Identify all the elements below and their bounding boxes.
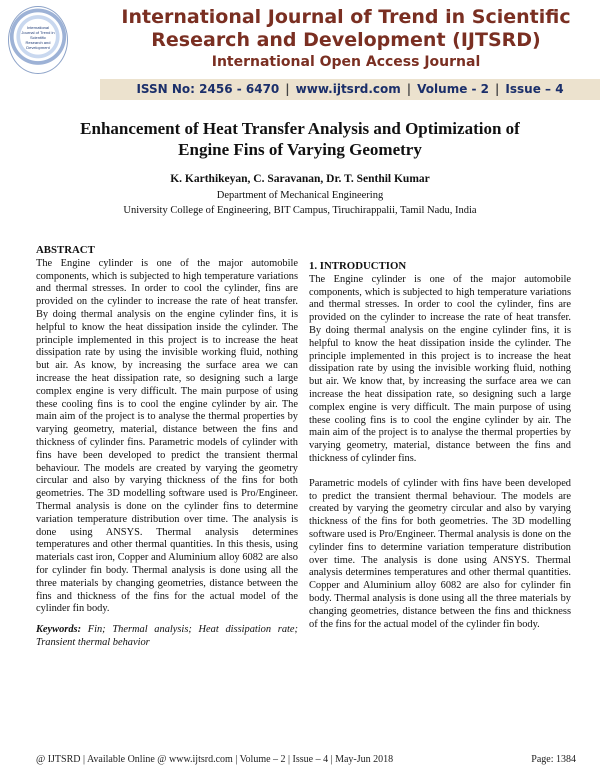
page-number: Page: 1384 bbox=[531, 754, 576, 765]
issue: Issue – 4 bbox=[505, 82, 564, 96]
paper-title-line2: Engine Fins of Varying Geometry bbox=[178, 140, 422, 159]
footer-citation: @ IJTSRD | Available Online @ www.ijtsrd.com | Volume – 2 | Issue – 4 | May-Jun 2018 bbox=[36, 754, 394, 765]
journal-title bbox=[96, 6, 596, 52]
keywords bbox=[36, 624, 298, 650]
abstract-body: The Engine cylinder is one of the major automobile components, which is subjected to high temperature variations and thermal stresses. In order to cool the cylinder, fins are provided on the cylinder to increase the rate of heat transfer. By doing thermal analysis on the engine cylinder fins, it is helpful to know the heat dissipation inside the cylinder. The principle implemented in this project is to increase the heat dissipation rate by using the invisible working fluid, nothing but air. As know, by increasing the surface area we can increase the heat dissipation rate, so designing such a large complex engine is very difficult. The main purpose of using these cooling fins is to cool the engine cylinder by air. The main aim of the project is to analyse the thermal properties by varying geometry, material, distance between the fins and thickness of cylinder fins. Parametric models of cylinder with fins have been developed to predict the transient thermal behaviour. The models are created by varying the geometry circular and also by varying thickness of the fins for both geometries. The 3D modelling software used is Pro/Engineer. Thermal analysis is done on the cylinder fins to determine variation temperature distribution over time. The analysis is done using ANSYS. Thermal analysis determines temperatures and other thermal quantities. In this thesis, using materials cast iron, Copper and Aluminium alloy 6082 are also for cylinder fin body. Thermal analysis is done using all the three materials by changing geometries, distance between the fins and thickness of the fins for the actual model of the cylinder fin body. bbox=[36, 257, 298, 615]
journal-header bbox=[0, 0, 600, 108]
keywords-label: Keywords: bbox=[36, 624, 82, 636]
issn-bar: ISSN No: 2456 - 6470 | www.ijtsrd.com | Volume - 2 | Issue – 4 bbox=[100, 79, 600, 100]
keywords-text: Fin; Thermal analysis; Heat dissipation rate; Transient thermal behavior bbox=[36, 624, 298, 648]
issn: ISSN No: 2456 - 6470 bbox=[136, 82, 280, 96]
paper-title-line1: Enhancement of Heat Transfer Analysis and Optimization of bbox=[80, 119, 520, 138]
website-link[interactable]: www.ijtsrd.com bbox=[295, 82, 401, 96]
journal-logo-icon bbox=[8, 6, 68, 74]
department: Department of Mechanical Engineering bbox=[216, 190, 384, 201]
introduction-paragraph-1: The Engine cylinder is one of the major automobile components, which is subjected to high temperature variations and thermal stresses. In order to cool the cylinder, fins are provided on the cylinder to increase the rate of heat transfer. By doing thermal analysis on the engine cylinder fins, it is helpful to know the heat dissipation inside the cylinder. The principle implemented in this project is to increase the heat dissipation rate by using the invisible working fluid, nothing but air. We know that, by increasing the surface area we can increase the heat dissipation rate, so designing such a large complex engine is very difficult. The main purpose of using these cooling fins is to cool the engine cylinder by air. The main aim of the project is to analyse the thermal properties by varying geometry, material, distance between the fins and thickness of cylinder fins. bbox=[309, 273, 571, 464]
open-access-label: International Open Access Journal bbox=[211, 54, 481, 70]
introduction-paragraph-2: Parametric models of cylinder with fins have been developed to predict the transient thermal behaviour. The models are created by varying the geometry circular and also by varying thickness of the fins for both geometries. The 3D modelling software used is Pro/Engineer. Thermal analysis is done on the cylinder fins to determine variation temperature distribution over time. The analysis is done using ANSYS. Thermal analysis determines temperatures and other thermal quantities. Copper and Aluminium alloy 6082 are also for cylinder fin body. Thermal analysis is done using all the three materials by changing geometries, distance between the fins and thickness of the fins for the actual model of the cylinder fin body. bbox=[309, 477, 571, 630]
logo-text: International Journal of Trend in Scientific Research and Development bbox=[21, 25, 55, 50]
introduction-column bbox=[309, 260, 571, 643]
volume: Volume - 2 bbox=[417, 82, 490, 96]
paper-title bbox=[30, 118, 570, 160]
introduction-heading: 1. INTRODUCTION bbox=[309, 260, 407, 272]
page-footer bbox=[36, 752, 576, 768]
abstract-column bbox=[36, 244, 298, 650]
abstract-heading: ABSTRACT bbox=[36, 244, 95, 256]
journal-title-line2: Research and Development (IJTSRD) bbox=[151, 29, 541, 51]
institution: University College of Engineering, BIT Campus, Tiruchirappalii, Tamil Nadu, India bbox=[123, 205, 477, 216]
authors: K. Karthikeyan, C. Saravanan, Dr. T. Senthil Kumar bbox=[170, 173, 430, 185]
journal-title-line1: International Journal of Trend in Scientific bbox=[121, 6, 571, 28]
